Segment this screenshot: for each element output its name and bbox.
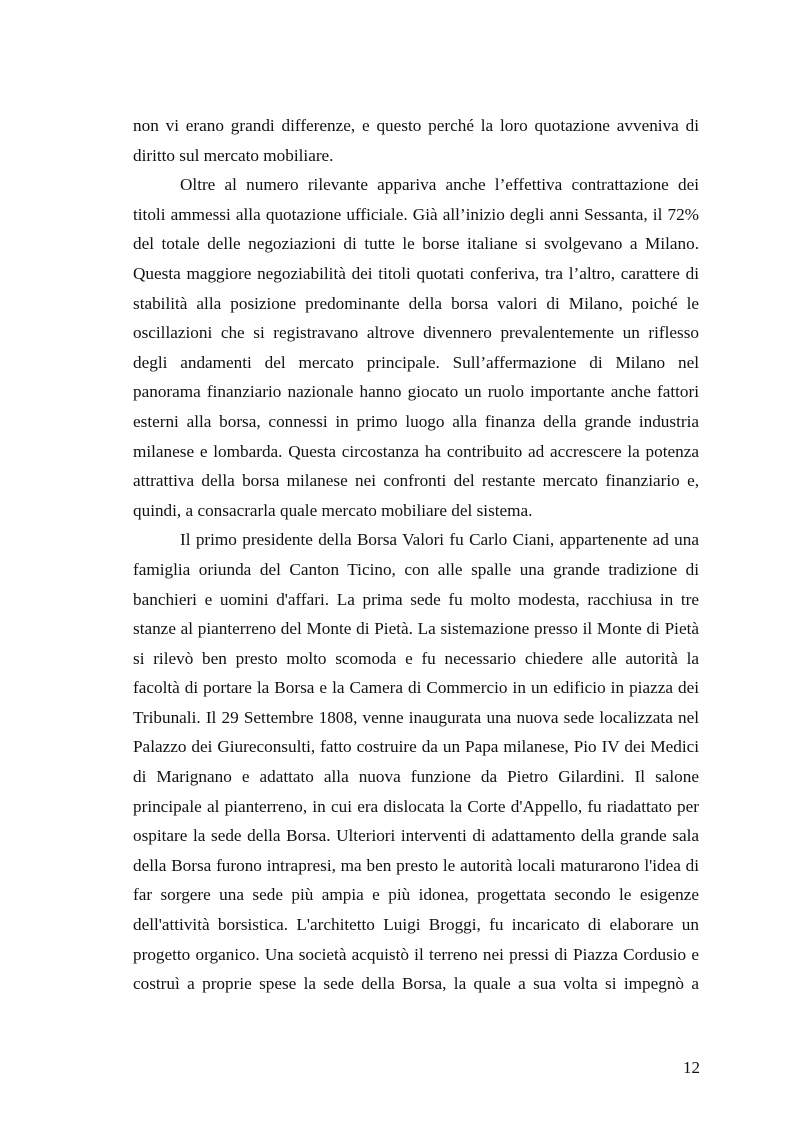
text-line: Palazzo dei Giureconsulti, fatto costruire da un Papa milanese, Pio IV dei Medici	[133, 737, 699, 757]
text-line: ospitare la sede della Borsa. Ulteriori interventi di adattamento della grande sala	[133, 826, 699, 846]
text-line: del totale delle negoziazioni di tutte le borse italiane si svolgevano a Milano.	[133, 234, 699, 254]
text-line: quindi, a consacrarla quale mercato mobiliare del sistema.	[133, 500, 533, 520]
text-line: costruì a proprie spese la sede della Borsa, la quale a sua volta si impegnò a	[133, 974, 699, 994]
text-line: Tribunali. Il 29 Settembre 1808, venne inaugurata una nuova sede localizzata nel	[133, 707, 699, 727]
text-line: stanze al pianterreno del Monte di Pietà. La sistemazione presso il Monte di Pietà	[133, 619, 699, 639]
text-line: far sorgere una sede più ampia e più idonea, progettata secondo le esigenze	[133, 885, 699, 905]
text-line: diritto sul mercato mobiliare.	[133, 145, 334, 165]
text-line: degli andamenti del mercato principale. Sull’affermazione di Milano nel	[133, 352, 699, 372]
text-line: titoli ammessi alla quotazione ufficiale. Già all’inizio degli anni Sessanta, il 72%	[133, 204, 699, 224]
text-line: principale al pianterreno, in cui era dislocata la Corte d'Appello, fu riadattato per	[133, 796, 699, 816]
text-line: si rilevò ben presto molto scomoda e fu necessario chiedere alle autorità la	[133, 648, 699, 668]
text-line: stabilità alla posizione predominante della borsa valori di Milano, poiché le	[133, 293, 699, 313]
text-line: oscillazioni che si registravano altrove divennero prevalentemente un riflesso	[133, 323, 699, 343]
text-line: di Marignano e adattato alla nuova funzione da Pietro Gilardini. Il salone	[133, 767, 699, 787]
text-line: attrattiva della borsa milanese nei confronti del restante mercato finanziario e,	[133, 471, 699, 491]
paragraph-1	[133, 111, 699, 170]
text-line: della Borsa furono intrapresi, ma ben presto le autorità locali maturarono l'idea di	[133, 855, 699, 875]
text-line: milanese e lombarda. Questa circostanza ha contribuito ad accrescere la potenza	[133, 441, 699, 461]
text-line: Il primo presidente della Borsa Valori fu Carlo Ciani, appartenente ad una	[180, 530, 699, 550]
text-line: famiglia oriunda del Canton Ticino, con alle spalle una grande tradizione di	[133, 559, 699, 579]
text-line: Questa maggiore negoziabilità dei titoli quotati conferiva, tra l’altro, carattere di	[133, 263, 699, 283]
text-line: esterni alla borsa, connessi in primo luogo alla finanza della grande industria	[133, 411, 699, 431]
text-line: non vi erano grandi differenze, e questo perché la loro quotazione avveniva di	[133, 116, 699, 135]
body-text	[133, 111, 699, 999]
text-line: progetto organico. Una società acquistò il terreno nei pressi di Piazza Cordusio e	[133, 944, 699, 964]
text-line: dell'attività borsistica. L'architetto Luigi Broggi, fu incaricato di elaborare un	[133, 915, 699, 935]
text-line: facoltà di portare la Borsa e la Camera di Commercio in un edificio in piazza dei	[133, 678, 699, 698]
paragraph-3	[133, 525, 699, 999]
text-line: panorama finanziario nazionale hanno giocato un ruolo importante anche fattori	[133, 382, 699, 402]
text-line: Oltre al numero rilevante appariva anche l’effettiva contrattazione dei	[180, 175, 699, 195]
text-line: banchieri e uomini d'affari. La prima sede fu molto modesta, racchiusa in tre	[133, 589, 699, 609]
page-number: 12	[683, 1058, 700, 1077]
paragraph-2	[133, 170, 699, 525]
